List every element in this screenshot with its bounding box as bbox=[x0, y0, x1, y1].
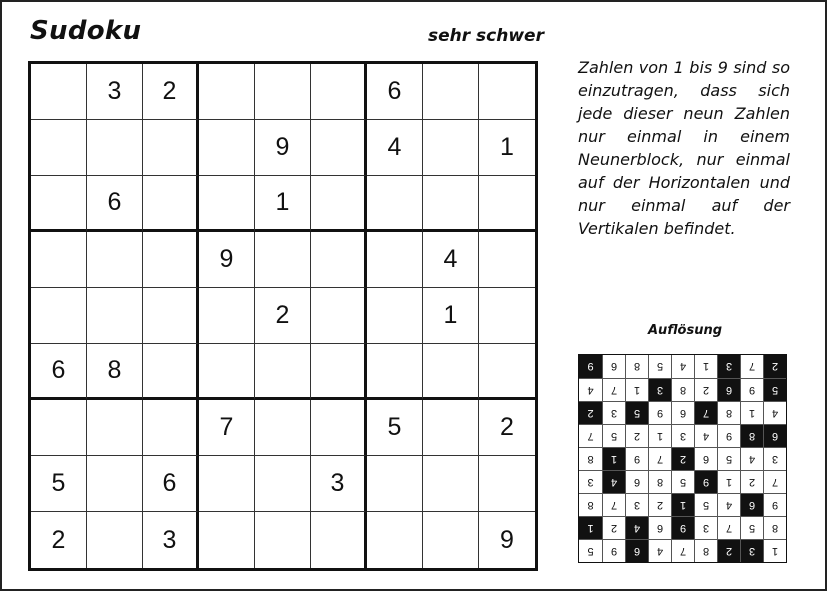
solution-cell: 7 bbox=[671, 539, 694, 562]
sudoku-cell[interactable] bbox=[31, 288, 87, 344]
sudoku-cell[interactable]: 3 bbox=[311, 456, 367, 512]
solution-cell: 9 bbox=[625, 447, 648, 470]
sudoku-cell[interactable] bbox=[255, 64, 311, 120]
solution-grid bbox=[578, 354, 787, 563]
solution-cell: 4 bbox=[763, 401, 786, 424]
page-title: Sudoku bbox=[30, 16, 142, 46]
sudoku-cell[interactable] bbox=[199, 512, 255, 568]
sudoku-cell[interactable] bbox=[87, 512, 143, 568]
solution-cell: 6 bbox=[648, 516, 671, 539]
sudoku-cell[interactable] bbox=[255, 400, 311, 456]
solution-label: Auflösung bbox=[648, 323, 723, 338]
sudoku-cell[interactable] bbox=[143, 176, 199, 232]
solution-cell: 3 bbox=[602, 401, 625, 424]
sudoku-cell[interactable] bbox=[479, 288, 535, 344]
sudoku-cell[interactable]: 6 bbox=[31, 344, 87, 400]
sudoku-cell[interactable]: 5 bbox=[31, 456, 87, 512]
solution-cell: 8 bbox=[740, 424, 763, 447]
solution-cell: 6 bbox=[671, 401, 694, 424]
sudoku-cell[interactable] bbox=[311, 512, 367, 568]
sudoku-cell[interactable] bbox=[311, 288, 367, 344]
sudoku-cell[interactable] bbox=[31, 400, 87, 456]
solution-cell: 7 bbox=[717, 516, 740, 539]
sudoku-cell[interactable]: 9 bbox=[500, 525, 514, 554]
sudoku-cell[interactable]: 4 bbox=[423, 232, 479, 288]
sudoku-cell[interactable] bbox=[367, 288, 423, 344]
solution-cell: 9 bbox=[717, 424, 740, 447]
difficulty-label: sehr schwer bbox=[428, 26, 544, 46]
sudoku-cell[interactable]: 6 bbox=[367, 64, 423, 120]
solution-cell: 3 bbox=[717, 355, 740, 378]
sudoku-cell[interactable] bbox=[199, 344, 255, 400]
solution-cell: 1 bbox=[671, 493, 694, 516]
solution-cell: 5 bbox=[717, 447, 740, 470]
sudoku-cell[interactable]: 2 bbox=[143, 64, 199, 120]
solution-cell: 5 bbox=[648, 355, 671, 378]
solution-cell: 6 bbox=[740, 493, 763, 516]
solution-cell: 7 bbox=[602, 378, 625, 401]
solution-cell: 8 bbox=[694, 539, 717, 562]
sudoku-cell[interactable] bbox=[423, 400, 479, 456]
solution-cell: 5 bbox=[602, 424, 625, 447]
solution-cell: 4 bbox=[579, 378, 602, 401]
sudoku-cell[interactable] bbox=[199, 120, 255, 176]
solution-cell: 1 bbox=[648, 424, 671, 447]
sudoku-cell[interactable]: 8 bbox=[87, 344, 143, 400]
sudoku-cell[interactable] bbox=[311, 344, 367, 400]
solution-cell: 3 bbox=[579, 470, 602, 493]
sudoku-cell[interactable] bbox=[199, 176, 255, 232]
solution-cell: 3 bbox=[625, 493, 648, 516]
solution-cell: 3 bbox=[648, 378, 671, 401]
solution-cell: 8 bbox=[648, 470, 671, 493]
solution-cell: 9 bbox=[763, 493, 786, 516]
solution-cell: 8 bbox=[625, 355, 648, 378]
sudoku-cell[interactable]: 4 bbox=[367, 120, 423, 176]
sudoku-cell[interactable] bbox=[311, 64, 367, 120]
solution-cell: 7 bbox=[602, 493, 625, 516]
solution-cell: 9 bbox=[602, 539, 625, 562]
sudoku-cell[interactable] bbox=[255, 456, 311, 512]
sudoku-cell[interactable] bbox=[311, 176, 367, 232]
solution-cell: 8 bbox=[579, 447, 602, 470]
sudoku-cell[interactable] bbox=[479, 176, 535, 232]
sudoku-cell[interactable] bbox=[87, 288, 143, 344]
solution-cell: 8 bbox=[579, 493, 602, 516]
solution-cell: 7 bbox=[579, 424, 602, 447]
sudoku-cell[interactable] bbox=[423, 456, 479, 512]
sudoku-cell[interactable] bbox=[255, 232, 311, 288]
solution-cell: 1 bbox=[740, 401, 763, 424]
sudoku-cell[interactable] bbox=[199, 456, 255, 512]
solution-cell: 8 bbox=[717, 401, 740, 424]
sudoku-cell[interactable] bbox=[87, 232, 143, 288]
solution-cell: 7 bbox=[740, 355, 763, 378]
solution-cell: 9 bbox=[648, 401, 671, 424]
sudoku-cell[interactable] bbox=[143, 400, 199, 456]
sudoku-cell[interactable] bbox=[199, 64, 255, 120]
sudoku-cell[interactable] bbox=[367, 512, 423, 568]
solution-cell: 1 bbox=[625, 378, 648, 401]
solution-cell: 2 bbox=[694, 378, 717, 401]
sudoku-cell[interactable]: 1 bbox=[423, 288, 479, 344]
sudoku-cell[interactable]: 2 bbox=[31, 512, 87, 568]
solution-cell: 4 bbox=[717, 493, 740, 516]
sudoku-cell[interactable] bbox=[479, 232, 535, 288]
solution-cell: 9 bbox=[740, 378, 763, 401]
solution-cell: 3 bbox=[740, 539, 763, 562]
solution-cell: 1 bbox=[579, 516, 602, 539]
solution-cell: 4 bbox=[740, 447, 763, 470]
solution-cell: 2 bbox=[671, 447, 694, 470]
sudoku-cell[interactable] bbox=[479, 456, 535, 512]
sudoku-cell[interactable] bbox=[311, 120, 367, 176]
solution-cell: 6 bbox=[763, 424, 786, 447]
solution-cell: 2 bbox=[763, 355, 786, 378]
sudoku-cell[interactable]: 9 bbox=[199, 232, 255, 288]
solution-cell: 1 bbox=[694, 355, 717, 378]
sudoku-cell[interactable] bbox=[479, 344, 535, 400]
sudoku-cell[interactable]: 1 bbox=[479, 120, 535, 176]
sudoku-cell[interactable] bbox=[423, 176, 479, 232]
sudoku-cell[interactable]: 6 bbox=[143, 456, 199, 512]
solution-cell: 5 bbox=[694, 493, 717, 516]
solution-cell: 9 bbox=[694, 470, 717, 493]
solution-cell: 7 bbox=[694, 401, 717, 424]
sudoku-cell[interactable] bbox=[87, 120, 143, 176]
solution-cell: 5 bbox=[671, 470, 694, 493]
solution-cell: 2 bbox=[579, 401, 602, 424]
sudoku-cell[interactable] bbox=[87, 400, 143, 456]
sudoku-cell[interactable]: 2 bbox=[255, 288, 311, 344]
sudoku-cell[interactable] bbox=[367, 456, 423, 512]
solution-cell: 4 bbox=[625, 516, 648, 539]
sudoku-cell[interactable]: 1 bbox=[255, 176, 311, 232]
sudoku-cell[interactable] bbox=[479, 64, 535, 120]
solution-cell: 6 bbox=[625, 470, 648, 493]
solution-cell: 6 bbox=[602, 355, 625, 378]
solution-cell: 4 bbox=[602, 470, 625, 493]
sudoku-cell[interactable]: 5 bbox=[367, 400, 423, 456]
sudoku-grid bbox=[28, 61, 538, 571]
solution-cell: 2 bbox=[717, 539, 740, 562]
sudoku-cell[interactable] bbox=[423, 64, 479, 120]
solution-cell: 1 bbox=[763, 539, 786, 562]
solution-cell: 7 bbox=[763, 470, 786, 493]
solution-cell: 5 bbox=[740, 516, 763, 539]
solution-cell: 9 bbox=[671, 516, 694, 539]
sudoku-cell[interactable] bbox=[143, 288, 199, 344]
solution-cell: 6 bbox=[694, 447, 717, 470]
solution-cell: 3 bbox=[694, 516, 717, 539]
solution-cell: 7 bbox=[648, 447, 671, 470]
sudoku-cell[interactable]: 3 bbox=[87, 64, 143, 120]
sudoku-cell[interactable]: 6 bbox=[87, 176, 143, 232]
solution-cell: 4 bbox=[648, 539, 671, 562]
sudoku-cell[interactable]: 3 bbox=[143, 512, 199, 568]
sudoku-cell[interactable] bbox=[87, 456, 143, 512]
sudoku-cell[interactable] bbox=[367, 232, 423, 288]
solution-cell: 8 bbox=[763, 516, 786, 539]
sudoku-cell[interactable] bbox=[423, 512, 479, 568]
solution-cell: 2 bbox=[648, 493, 671, 516]
sudoku-cell[interactable]: 7 bbox=[199, 400, 255, 456]
sudoku-cell[interactable] bbox=[311, 400, 367, 456]
sudoku-cell[interactable] bbox=[199, 288, 255, 344]
solution-cell: 3 bbox=[763, 447, 786, 470]
instructions-text: Zahlen von 1 bis 9 sind so einzutragen, dass sich jede dieser neun Zahlen nur einmal in einem Neunerblock, nur einmal auf der Horizontalen und nur einmal auf der Vertikalen befindet. bbox=[578, 58, 790, 238]
solution-cell: 2 bbox=[740, 470, 763, 493]
sudoku-cell[interactable] bbox=[31, 232, 87, 288]
sudoku-cell[interactable] bbox=[423, 120, 479, 176]
solution-cell: 6 bbox=[625, 539, 648, 562]
sudoku-cell[interactable] bbox=[255, 512, 311, 568]
solution-cell: 1 bbox=[717, 470, 740, 493]
sudoku-cell[interactable] bbox=[143, 120, 199, 176]
sudoku-cell[interactable]: 2 bbox=[479, 400, 535, 456]
sudoku-cell[interactable] bbox=[367, 176, 423, 232]
sudoku-cell[interactable]: 9 bbox=[255, 120, 311, 176]
solution-cell: 5 bbox=[763, 378, 786, 401]
solution-cell: 2 bbox=[602, 516, 625, 539]
solution-cell: 3 bbox=[671, 424, 694, 447]
sudoku-cell[interactable] bbox=[143, 344, 199, 400]
solution-cell: 6 bbox=[717, 378, 740, 401]
sudoku-cell[interactable] bbox=[31, 176, 87, 232]
sudoku-cell[interactable] bbox=[311, 232, 367, 288]
sudoku-cell[interactable] bbox=[423, 344, 479, 400]
solution-cell: 5 bbox=[625, 401, 648, 424]
solution-cell: 9 bbox=[579, 355, 602, 378]
solution-cell: 4 bbox=[671, 355, 694, 378]
sudoku-cell[interactable] bbox=[367, 344, 423, 400]
sudoku-cell[interactable] bbox=[31, 120, 87, 176]
solution-cell: 1 bbox=[602, 447, 625, 470]
solution-cell: 8 bbox=[671, 378, 694, 401]
solution-cell: 4 bbox=[694, 424, 717, 447]
solution-cell: 5 bbox=[579, 539, 602, 562]
sudoku-cell[interactable] bbox=[143, 232, 199, 288]
sudoku-cell[interactable] bbox=[255, 344, 311, 400]
sudoku-cell[interactable] bbox=[31, 64, 87, 120]
solution-cell: 2 bbox=[625, 424, 648, 447]
